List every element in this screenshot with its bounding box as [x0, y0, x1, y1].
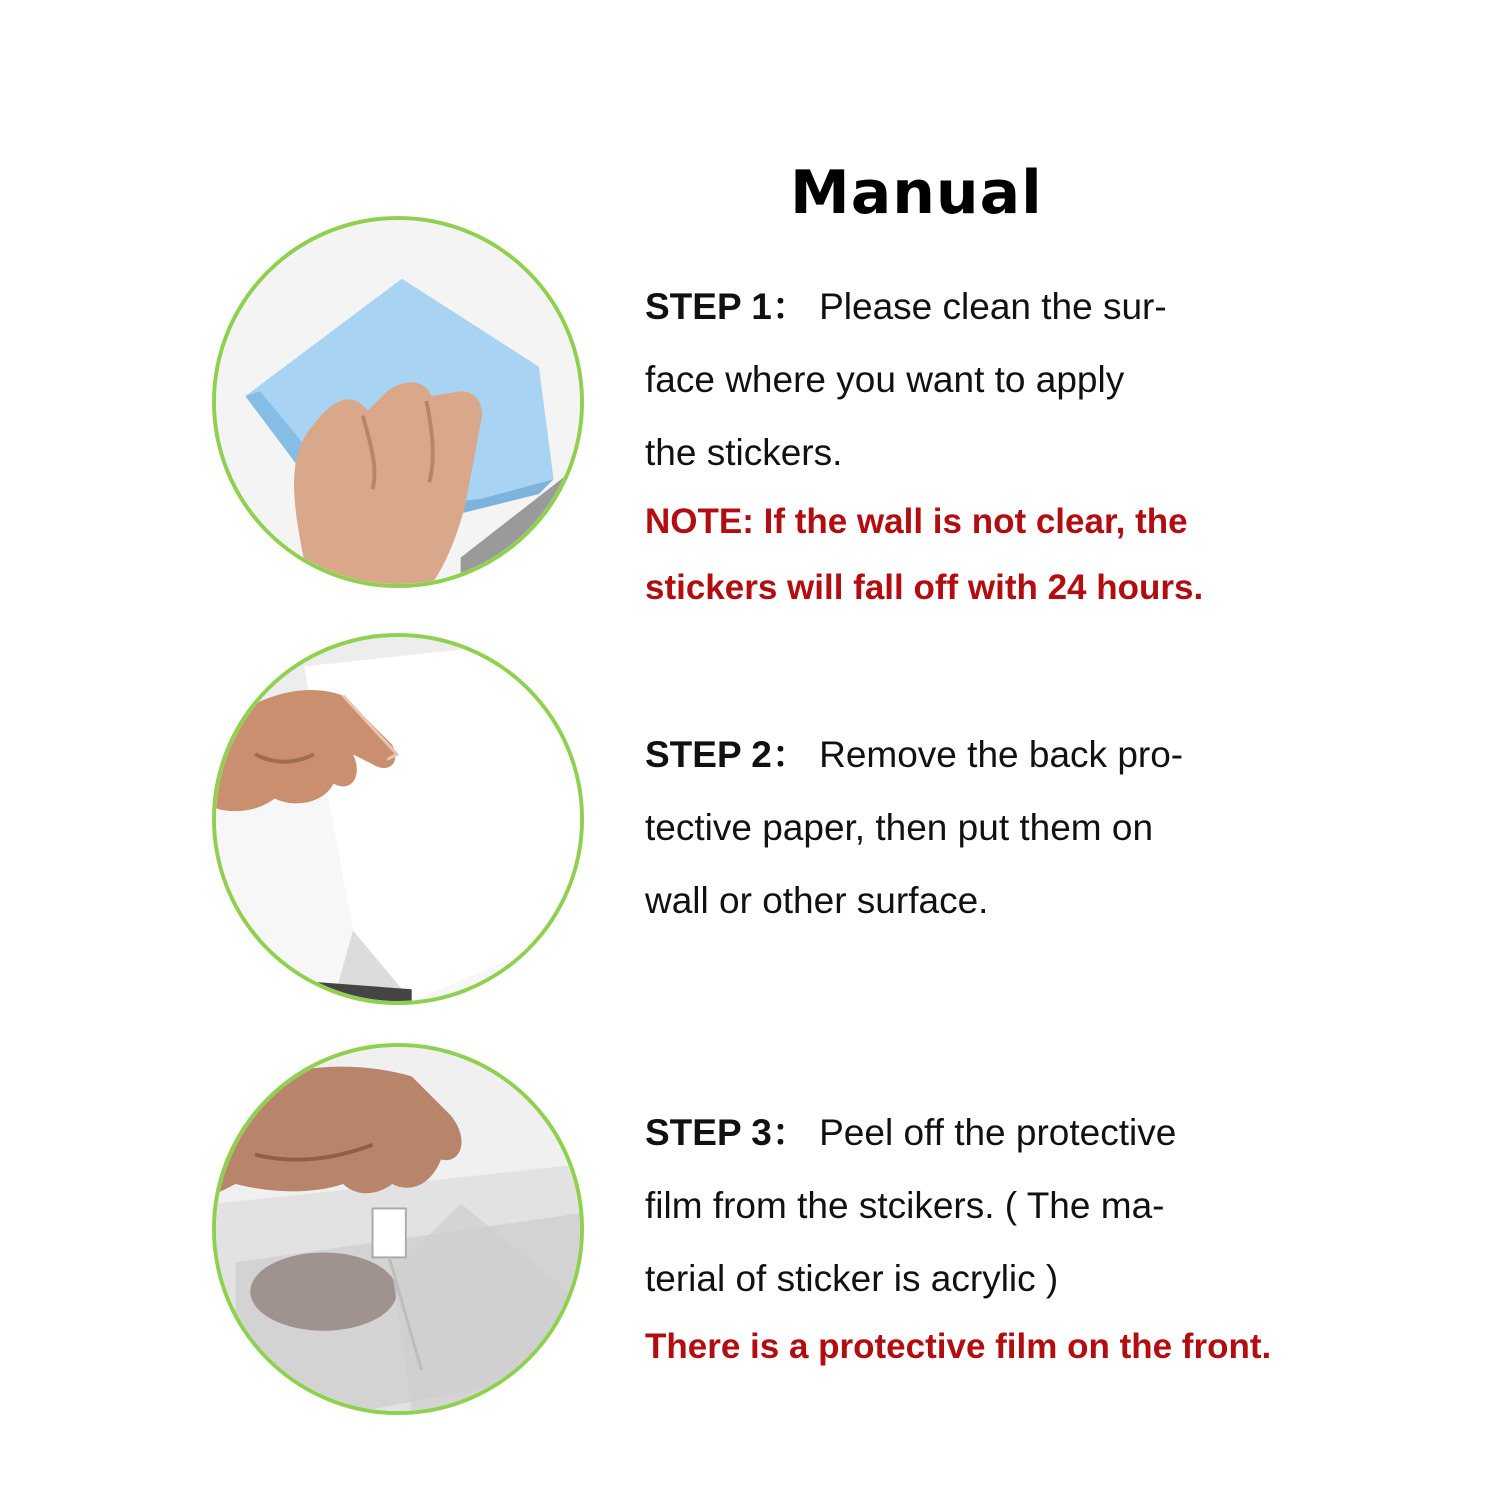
peeling-film-icon — [216, 1047, 580, 1411]
step-2 — [645, 718, 1365, 937]
step-2-line-2: tective paper, then put them on — [645, 807, 1154, 848]
step-1-note-line-1: NOTE: If the wall is not clear, the — [645, 502, 1188, 541]
step-2-image — [212, 633, 584, 1005]
step-3-note-line-1: There is a protective film on the front. — [645, 1327, 1272, 1366]
step-3-label: STEP 3： — [645, 1112, 809, 1153]
step-1-note-line-2: stickers will fall off with 24 hours. — [645, 568, 1204, 607]
step-1-line-3: the stickers. — [645, 432, 843, 473]
step-1-image — [212, 216, 584, 588]
step-3-line-1: STEP 3： Peel off the protective — [645, 1112, 1177, 1153]
step-1-line-2: face where you want to apply — [645, 359, 1125, 400]
step-2-line-1: STEP 2： Remove the back pro- — [645, 734, 1184, 775]
peeling-paper-icon — [216, 637, 580, 1001]
step-3-line-2: film from the stcikers. ( The ma- — [645, 1185, 1165, 1226]
step-2-line-3: wall or other surface. — [645, 880, 989, 921]
step-2-label: STEP 2： — [645, 734, 809, 775]
step-1-line-1: STEP 1： Please clean the sur- — [645, 286, 1167, 327]
step-1 — [645, 270, 1365, 621]
hand-wiping-cloth-icon — [216, 220, 580, 584]
step-3-line-3: terial of sticker is acrylic ) — [645, 1258, 1059, 1299]
step-1-label: STEP 1： — [645, 286, 809, 327]
step-3 — [645, 1096, 1365, 1379]
step-3-image — [212, 1043, 584, 1415]
manual-title: Manual — [790, 158, 1043, 228]
